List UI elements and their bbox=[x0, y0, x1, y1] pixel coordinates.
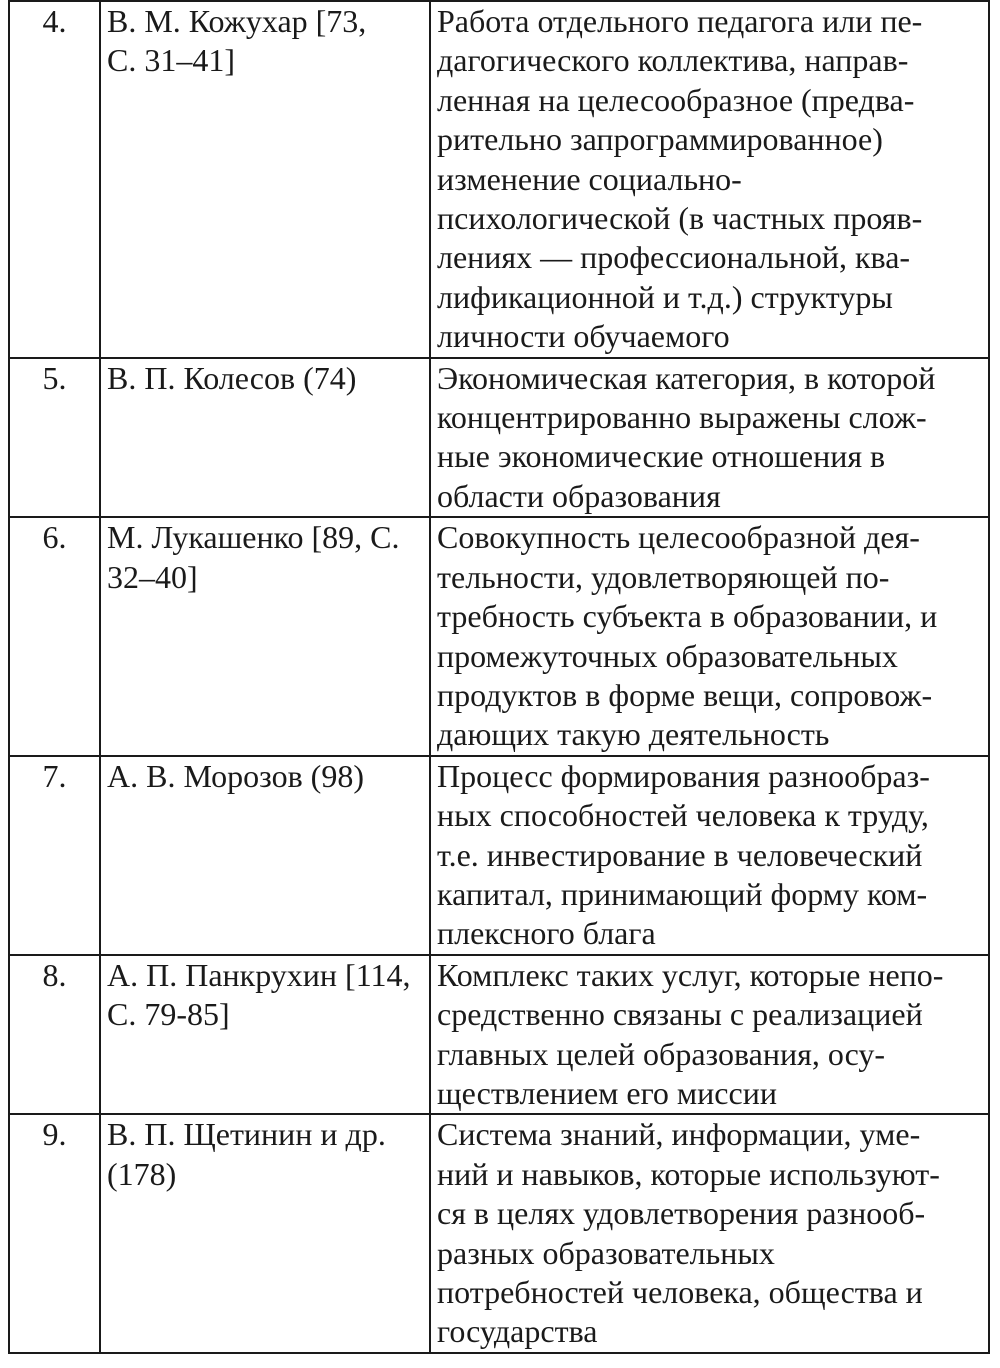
definition-line: дагогического коллектива, направ- bbox=[437, 42, 909, 79]
definition-line: Комплекс таких услуг, которые непо- bbox=[437, 956, 944, 993]
author-line: В. П. Колесов (74) bbox=[107, 359, 357, 396]
author-cell bbox=[100, 517, 430, 755]
definition-line: т.е. инвестирование в человеческий bbox=[437, 836, 923, 873]
definition-line: ний и навыков, которые используют- bbox=[437, 1155, 940, 1192]
definition-cell bbox=[430, 517, 989, 755]
definition-line: ленная на целесообразное (предва- bbox=[437, 81, 915, 118]
author-line: В. П. Щетинин и др. bbox=[107, 1116, 386, 1153]
author-cell bbox=[100, 756, 430, 955]
table-row bbox=[9, 1114, 989, 1352]
definition-cell bbox=[430, 1, 989, 358]
definition-line: личности обучаемого bbox=[437, 318, 730, 355]
table-row bbox=[9, 756, 989, 955]
author-cell bbox=[100, 1, 430, 358]
definition-line: Система знаний, информации, уме- bbox=[437, 1116, 921, 1153]
definition-line: плексного блага bbox=[437, 915, 656, 952]
definition-line: области образования bbox=[437, 477, 721, 514]
definition-cell bbox=[430, 1114, 989, 1352]
definition-line: ществлением его миссии bbox=[437, 1074, 777, 1111]
definition-line: изменение социально- bbox=[437, 160, 742, 197]
definition-line: продуктов в форме вещи, сопровож- bbox=[437, 676, 933, 713]
author-line: (178) bbox=[107, 1155, 177, 1192]
definition-line: лениях — профессиональной, ква- bbox=[437, 239, 911, 276]
definition-line: Процесс формирования разнообраз- bbox=[437, 757, 930, 794]
definition-line: дающих такую деятельность bbox=[437, 716, 830, 753]
table-row bbox=[9, 358, 989, 518]
row-number: 7. bbox=[9, 756, 100, 955]
author-line: М. Лукашенко [89, С. bbox=[107, 519, 400, 556]
author-cell bbox=[100, 358, 430, 518]
table-body bbox=[9, 1, 989, 1353]
definition-line: Совокупность целесообразной дея- bbox=[437, 519, 920, 556]
definition-line: рительно запрограммированное) bbox=[437, 121, 883, 158]
table-row bbox=[9, 1, 989, 358]
definition-cell bbox=[430, 955, 989, 1115]
definition-cell bbox=[430, 756, 989, 955]
row-number: 5. bbox=[9, 358, 100, 518]
author-cell bbox=[100, 1114, 430, 1352]
definition-cell bbox=[430, 358, 989, 518]
definition-line: требность субъекта в образовании, и bbox=[437, 598, 938, 635]
definition-line: средственно связаны с реализацией bbox=[437, 996, 923, 1033]
author-line: С. 31–41] bbox=[107, 42, 235, 79]
author-line: А. В. Морозов (98) bbox=[107, 757, 364, 794]
definition-line: психологической (в частных прояв- bbox=[437, 200, 923, 237]
definition-line: государства bbox=[437, 1313, 598, 1350]
definition-line: ся в целях удовлетворения разнооб- bbox=[437, 1195, 926, 1232]
author-line: С. 79-85] bbox=[107, 996, 230, 1033]
row-number: 6. bbox=[9, 517, 100, 755]
row-number: 4. bbox=[9, 1, 100, 358]
definition-line: разных образовательных bbox=[437, 1234, 775, 1271]
definition-line: главных целей образования, осу- bbox=[437, 1035, 886, 1072]
definition-line: Работа отдельного педагога или пе- bbox=[437, 3, 923, 39]
author-line: А. П. Панкрухин [114, bbox=[107, 956, 411, 993]
row-number: 8. bbox=[9, 955, 100, 1115]
definition-line: потребностей человека, общества и bbox=[437, 1274, 923, 1310]
author-cell bbox=[100, 955, 430, 1115]
definition-line: Экономическая категория, в которой bbox=[437, 359, 936, 396]
row-number: 9. bbox=[9, 1114, 100, 1352]
definition-line: ные экономические отношения в bbox=[437, 438, 886, 475]
definition-line: тельности, удовлетворяющей по- bbox=[437, 558, 890, 595]
definition-line: концентрированно выражены слож- bbox=[437, 399, 927, 436]
definitions-table bbox=[8, 0, 990, 1354]
definition-line: лификационной и т.д.) структуры bbox=[437, 278, 893, 315]
definition-line: капитал, принимающий форму ком- bbox=[437, 875, 928, 912]
definition-line: ных способностей человека к труду, bbox=[437, 797, 929, 834]
author-line: 32–40] bbox=[107, 558, 198, 595]
definition-line: промежуточных образовательных bbox=[437, 637, 898, 674]
author-line: В. М. Кожухар [73, bbox=[107, 3, 367, 39]
table-row bbox=[9, 517, 989, 755]
table-row bbox=[9, 955, 989, 1115]
